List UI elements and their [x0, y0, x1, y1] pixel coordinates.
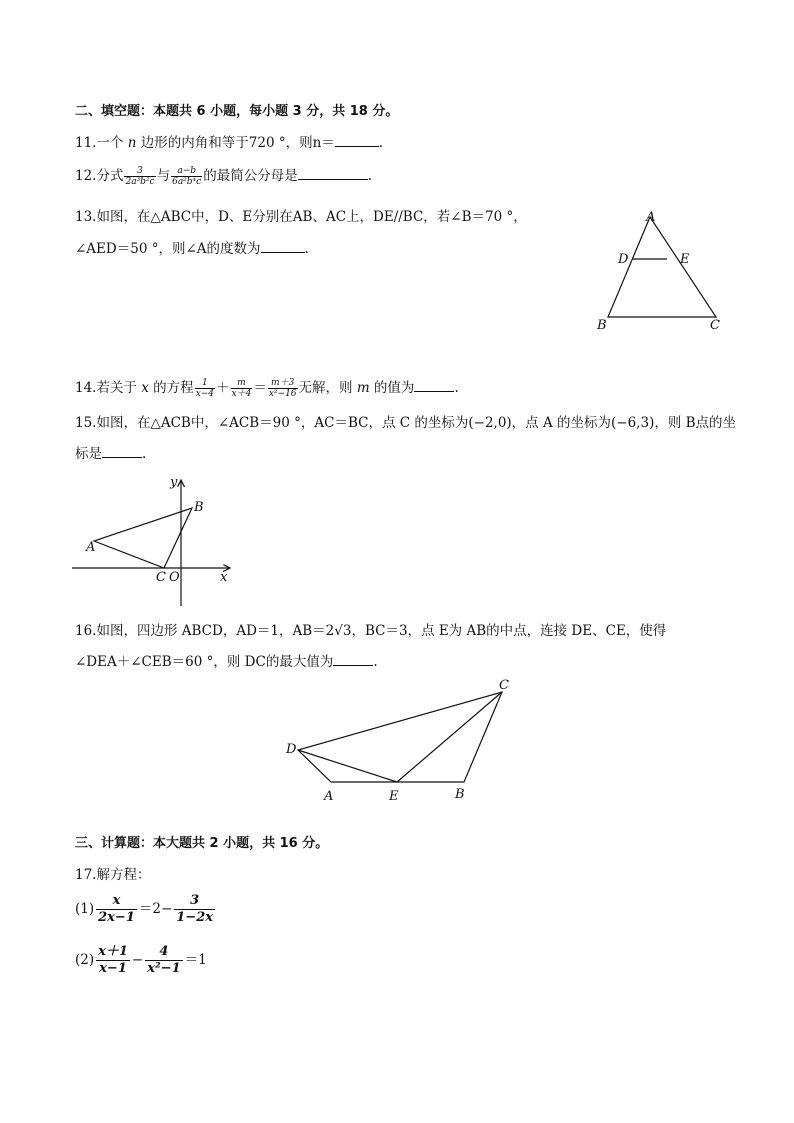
q15-label-o: O	[169, 570, 180, 585]
q16-label-c: C	[499, 678, 509, 693]
q16-label-d: D	[286, 742, 297, 757]
question-16-line-1: 16.如图，四边形 ABCD，AD＝1，AB＝2√3，BC＝3，点 E为 AB的中点，连接 DE、CE，使得	[75, 623, 667, 639]
q13-label-b: B	[597, 318, 607, 333]
q11-answer-blank[interactable]	[335, 134, 379, 147]
q13-label-a: A	[646, 210, 656, 225]
q12-suffix: 的最简公分母是	[203, 168, 298, 184]
q12-fraction-2: $\frac{a-b}{\text{6a²b⁴c}}$	[172, 166, 202, 187]
q15-coordinate-figure	[70, 474, 240, 609]
question-17-title: 17.解方程：	[75, 867, 151, 883]
q13-label-e: E	[680, 252, 690, 267]
q16-line2-text: ∠DEA＋∠CEB＝60 °，则 DC的最大值为	[75, 654, 334, 670]
question-14: 14.若关于 x 的方程 $\frac{1}{x-4}$ ＋ $\frac{m}{x+4}$ ＝ $\frac{m+3}{\text{x²−16}}$ 无解，则 m 的值为 .	[75, 378, 459, 399]
q16-label-a: A	[324, 789, 334, 804]
question-13-line-1: 13.如图，在△ABC中，D、E分别在AB、AC上，DE//BC，若∠B＝70 °，	[75, 209, 527, 225]
section-3-heading: 三、计算题：本大题共 2 小题，共 16 分。	[75, 836, 329, 851]
q14-answer-blank[interactable]	[414, 379, 454, 392]
q16-quadrilateral-abcd	[298, 692, 502, 782]
q13-label-c: C	[710, 318, 720, 333]
q11-prefix: 11.一个	[75, 135, 128, 151]
section-2-heading: 二、填空题：本题共 6 小题，每小题 3 分，共 18 分。	[75, 104, 399, 119]
q15-label-b: B	[194, 500, 204, 515]
q12-answer-blank[interactable]	[298, 167, 368, 180]
q17-p2-fraction-1: $\frac{x+1}{x-1}$	[98, 944, 128, 976]
q15-triangle-acb	[94, 508, 192, 568]
q16-segment-ce	[397, 692, 502, 782]
q16-segment-de	[298, 750, 397, 782]
q11-var: n	[127, 135, 137, 151]
question-13-line-2: ∠AED＝50 °，则∠A的度数为 .	[75, 241, 309, 257]
q15-label-y: y	[170, 475, 178, 490]
q13-line2-text: ∠AED＝50 °，则∠A的度数为	[75, 241, 261, 257]
q14-prefix: 14.若关于	[75, 380, 142, 396]
q14-fraction-1: $\frac{1}{x-4}$	[195, 378, 215, 399]
q17-p2-fraction-2: $\frac{4}{\text{x²−1}}$	[147, 944, 181, 976]
q14-fraction-2: $\frac{m}{x+4}$	[231, 378, 252, 399]
q13-triangle-abc	[608, 217, 716, 317]
q12-mid: 与	[156, 168, 171, 184]
q16-label-b: B	[455, 787, 465, 802]
q16-quadrilateral-figure	[280, 675, 520, 805]
question-11: 11.一个 n 边形的内角和等于720 °，则n＝ .	[75, 135, 384, 151]
question-17-part-1: (1) $\frac{x}{2x-1}$ ＝2− $\frac{3}{1-2x}$	[75, 893, 213, 925]
q17-p1-fraction-1: $\frac{x}{2x-1}$	[98, 893, 135, 925]
q16-label-e: E	[389, 789, 399, 804]
q15-line2-text: 标是	[75, 446, 102, 462]
q17-p1-fraction-2: $\frac{3}{1-2x}$	[176, 893, 213, 925]
q15-label-c: C	[156, 570, 166, 585]
q16-answer-blank[interactable]	[333, 653, 373, 666]
question-17-part-2: (2) $\frac{x+1}{x-1}$ − $\frac{4}{\text{x²−1}}$ ＝1	[75, 944, 207, 976]
question-15-line-2: 标是 .	[75, 446, 147, 462]
q15-label-x: x	[220, 570, 228, 585]
q15-label-a: A	[86, 540, 96, 555]
question-12: 12.分式 $\frac{3}{\text{2a³b²c}}$ 与 $\frac{a-b}{\text{6a²b⁴c}}$ 的最简公分母是 .	[75, 166, 372, 187]
q12-prefix: 12.分式	[75, 168, 124, 184]
q12-fraction-1: $\frac{3}{\text{2a³b²c}}$	[125, 166, 155, 187]
q13-label-d: D	[618, 252, 629, 267]
q15-answer-blank[interactable]	[102, 445, 142, 458]
q13-answer-blank[interactable]	[261, 240, 305, 253]
q11-text: 边形的内角和等于720 °，则n＝	[136, 135, 335, 151]
question-15-line-1: 15.如图，在△ACB中，∠ACB＝90 °，AC＝BC，点 C 的坐标为(−2,0)，点 A 的坐标为(−6,3)，则 B点的坐	[75, 415, 737, 431]
q14-fraction-3: $\frac{m+3}{\text{x²−16}}$	[268, 378, 297, 399]
question-16-line-2: ∠DEA＋∠CEB＝60 °，则 DC的最大值为 .	[75, 654, 378, 670]
q13-triangle-figure	[590, 205, 730, 335]
